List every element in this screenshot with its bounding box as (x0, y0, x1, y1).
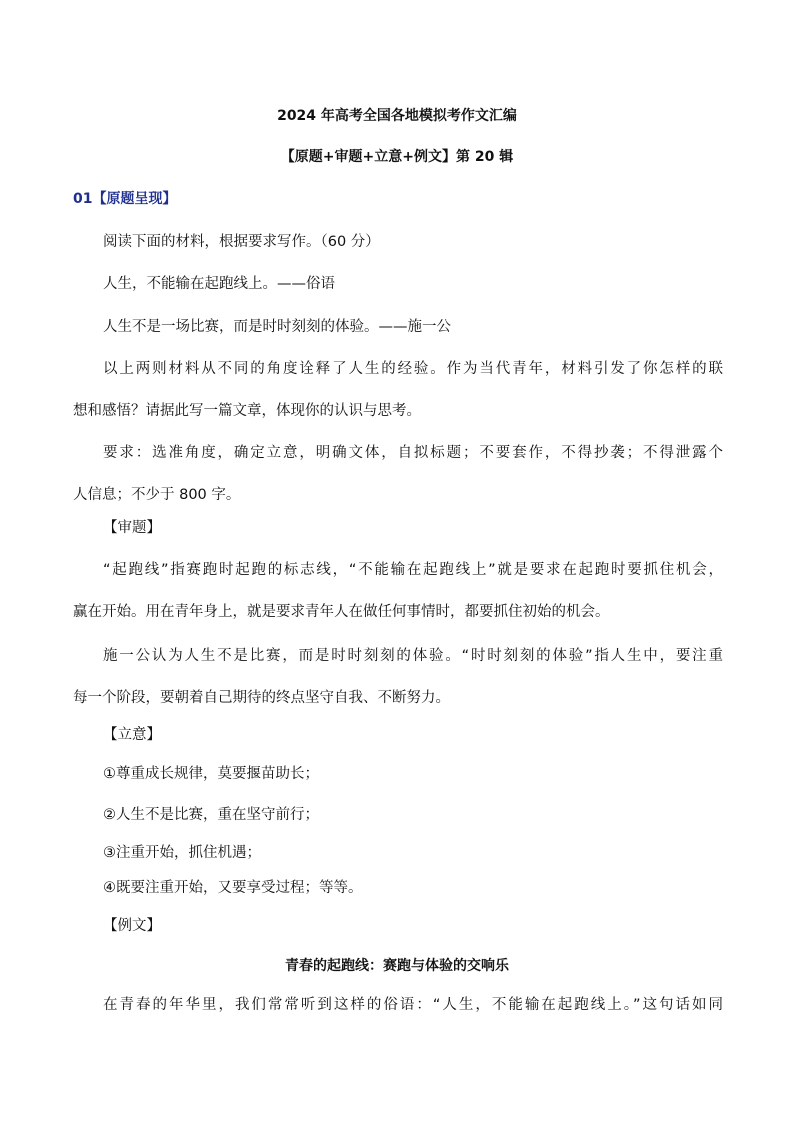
prompt-requirements-line-1: 要求：选准角度，确定立意，明确文体，自拟标题；不要套作，不得抄袭；不得泄露个 (103, 445, 723, 461)
intent-item: ③注重开始，抓住机遇； (103, 845, 261, 861)
prompt-material-1: 人生，不能输在起跑线上。——俗语 (103, 276, 335, 292)
prompt-requirements-line-2: 人信息；不少于 800 字。 (73, 487, 241, 503)
review-para-1-line-2: 赢在开始。用在青年身上，就是要求青年人在做任何事情时，都要抓住初始的机会。 (73, 604, 610, 620)
document-subtitle: 【原题+审题+立意+例文】第 20 辑 (280, 149, 514, 165)
document-title: 2024 年高考全国各地模拟考作文汇编 (277, 108, 517, 124)
intent-item: ②人生不是比赛，重在坚守前行； (103, 807, 319, 823)
prompt-task-line-1: 以上两则材料从不同的角度诠释了人生的经验。作为当代青年，材料引发了你怎样的联 (103, 361, 723, 377)
essay-title: 青春的起跑线：赛跑与体验的交响乐 (285, 958, 509, 974)
prompt-task-line-2: 想和感悟？请据此写一篇文章，体现你的认识与思考。 (73, 403, 421, 419)
essay-heading: 【例文】 (103, 918, 161, 934)
intent-item: ④既要注重开始，又要享受过程；等等。 (103, 880, 363, 896)
review-para-2-line-1: 施一公认为人生不是比赛，而是时时刻刻的体验。“时时刻刻的体验”指人生中，要注重 (103, 648, 723, 664)
intent-heading: 【立意】 (103, 727, 161, 743)
intent-item: ①尊重成长规律，莫要揠苗助长； (103, 766, 319, 782)
review-para-1-line-1: “起跑线”指赛跑时起跑的标志线，“不能输在起跑线上”就是要求在起跑时要抓住机会， (103, 562, 723, 578)
essay-para-1-line-1: 在青春的年华里，我们常常听到这样的俗语：“人生，不能输在起跑线上。”这句话如同 (103, 997, 723, 1013)
review-heading: 【审题】 (103, 520, 161, 536)
prompt-material-2: 人生不是一场比赛，而是时时刻刻的体验。——施一公 (103, 319, 451, 335)
prompt-instruction: 阅读下面的材料，根据要求写作。（60 分） (103, 234, 380, 250)
section-original-question-heading: 01【原题呈现】 (73, 191, 177, 207)
review-para-2-line-2: 每一个阶段，要朝着自己期待的终点坚守自我、不断努力。 (73, 690, 450, 706)
